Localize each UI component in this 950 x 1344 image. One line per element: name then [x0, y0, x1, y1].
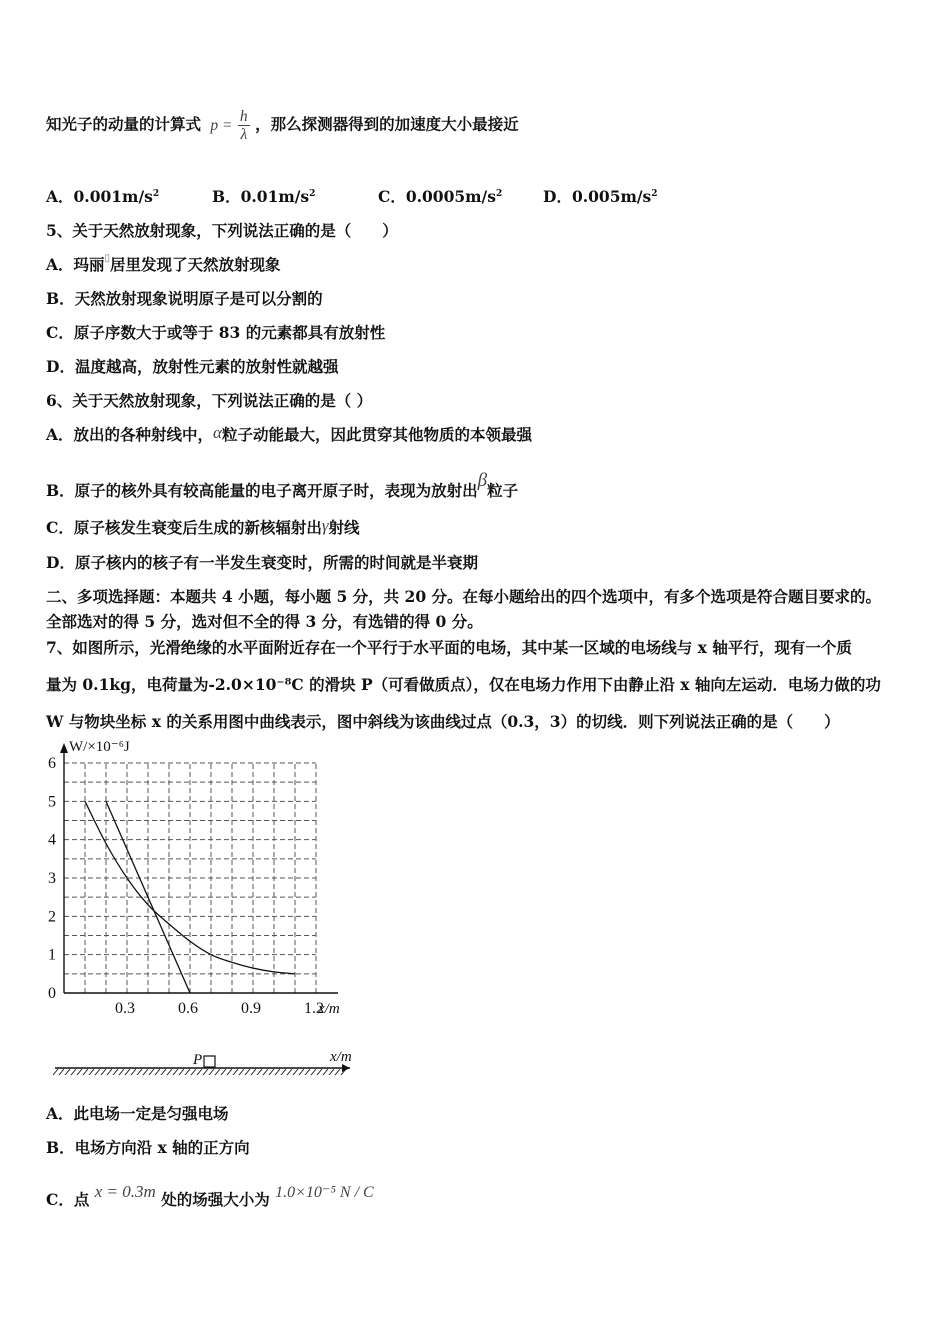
- hatch-line: [89, 1069, 94, 1075]
- hatch-line: [137, 1069, 142, 1075]
- q4-option-b: B．$0.01m/s^2$: [212, 187, 316, 206]
- q7-line1: 7、如图所示，光滑绝缘的水平面附近存在一个平行于水平面的电场，其中某一区域的电场线与 x 轴平行，现有一个质: [46, 638, 852, 657]
- q6-stem: 6、关于天然放射现象，下列说法正确的是（ ）: [46, 391, 373, 410]
- q4-formula-fraction: [238, 108, 250, 143]
- y-tick-label: 1: [48, 946, 56, 964]
- q4-option-c: C．$0.0005m/s^2$: [378, 187, 503, 206]
- hatch-line: [299, 1069, 304, 1075]
- q5-option-d: D．温度越高，放射性元素的放射性就越强: [46, 357, 339, 376]
- hatch-line: [53, 1069, 58, 1075]
- hatch-line: [203, 1069, 208, 1075]
- q6-option-c: C．原子核发生衰变后生成的新核辐射出γ射线: [46, 516, 360, 537]
- hatch-line: [101, 1069, 106, 1075]
- hatch-line: [221, 1069, 226, 1075]
- q7-c-position: x = 0.3m: [94, 1182, 156, 1201]
- hatch-line: [167, 1069, 172, 1075]
- hatch-line: [83, 1069, 88, 1075]
- q7-option-a: A．此电场一定是匀强电场: [46, 1104, 229, 1123]
- hatch-line: [77, 1069, 82, 1075]
- q6-option-d: D．原子核内的核子有一半发生衰变时，所需的时间就是半衰期: [46, 553, 478, 572]
- hatch-line: [155, 1069, 160, 1075]
- hatch-line: [149, 1069, 154, 1075]
- y-axis-arrow-icon: [60, 743, 68, 753]
- hatch-line: [275, 1069, 280, 1075]
- hatch-line: [173, 1069, 178, 1075]
- q7-option-b: B．电场方向沿 x 轴的正方向: [46, 1138, 250, 1157]
- hatch-line: [65, 1069, 70, 1075]
- hatch-line: [227, 1069, 232, 1075]
- hatch-line: [311, 1069, 316, 1075]
- hatch-line: [257, 1069, 262, 1075]
- y-tick-label: 0: [48, 985, 56, 1002]
- hatch-line: [131, 1069, 136, 1075]
- slider-p-label: P: [193, 1052, 203, 1068]
- hatch-line: [179, 1069, 184, 1075]
- chart-grid: [64, 763, 316, 993]
- q4-formula-den: λ: [240, 126, 248, 144]
- q7-c-field: 1.0×10⁻⁵ N / C: [275, 1184, 374, 1201]
- hatch-line: [185, 1069, 190, 1075]
- w-x-chart: [40, 735, 380, 1025]
- q4-stem-before: 知光子的动量的计算式: [46, 114, 202, 134]
- hatch-line: [263, 1069, 268, 1075]
- hatch-line: [293, 1069, 298, 1075]
- hatch-line: [317, 1069, 322, 1075]
- hatch-line: [119, 1069, 124, 1075]
- alpha-symbol: α: [213, 423, 222, 442]
- hatch-line: [59, 1069, 64, 1075]
- q7-line2: 量为 0.1kg，电荷量为-2.0×10⁻⁸C 的滑块 P（可看做质点），仅在电场力作用下由静止沿 x 轴向左运动．电场力做的功: [46, 675, 881, 694]
- hatch-line: [191, 1069, 196, 1075]
- section2-line1: 二、多项选择题：本题共 4 小题，每小题 5 分，共 20 分。在每小题给出的四个选项中，有多个选项是符合题目要求的。: [46, 587, 882, 606]
- hatch-line: [305, 1069, 310, 1075]
- q7-option-c: C．点 x = 0.3m 处的场强大小为 1.0×10⁻⁵ N / C: [46, 1182, 374, 1209]
- q4-option-a: A．$0.001m/s^2$: [46, 187, 160, 206]
- q5-stem: 5、关于天然放射现象，下列说法正确的是（ ）: [46, 221, 398, 240]
- x-tick-label: 0.3: [115, 1000, 135, 1017]
- q6-option-a: A．放出的各种射线中，α粒子动能最大，因此贯穿其他物质的本领最强: [46, 423, 532, 444]
- x-tick-label: 0.6: [178, 1000, 198, 1017]
- q4-option-d: D．$0.005m/s^2$: [543, 187, 658, 206]
- q5-option-b: B．天然放射现象说明原子是可以分割的: [46, 289, 323, 308]
- hatch-line: [323, 1069, 328, 1075]
- hatch-line: [197, 1069, 202, 1075]
- hatch-line: [215, 1069, 220, 1075]
- hatch-line: [161, 1069, 166, 1075]
- q4-stem: [46, 108, 519, 143]
- x-tick-label: 1.2: [304, 1000, 324, 1017]
- hatch-line: [335, 1069, 340, 1075]
- y-tick-label: 3: [48, 870, 56, 887]
- ground-axis-label: x/m: [330, 1049, 352, 1065]
- y-tick-label: 4: [48, 831, 56, 849]
- hatch-line: [113, 1069, 118, 1075]
- y-tick-label: 2: [48, 908, 56, 926]
- beta-symbol: β: [477, 470, 488, 491]
- hatch-line: [71, 1069, 76, 1075]
- q6-option-b: B．原子的核外具有较高能量的电子离开原子时，表现为放射出β粒子: [46, 470, 519, 500]
- q5-option-a: A．玛丽▯居里发现了天然放射现象: [46, 253, 281, 274]
- gamma-symbol: γ: [321, 516, 329, 535]
- hatch-line: [209, 1069, 214, 1075]
- hatch-line: [239, 1069, 244, 1075]
- hatch-line: [95, 1069, 100, 1075]
- hatch-line: [251, 1069, 256, 1075]
- q7-line3: W 与物块坐标 x 的关系用图中曲线表示，图中斜线为该曲线过点（0.3，3）的切线．则下列说法正确的是（ ）: [46, 712, 840, 731]
- hatch-line: [281, 1069, 286, 1075]
- ground-diagram: [50, 1040, 370, 1080]
- y-tick-label: 6: [48, 755, 56, 772]
- x-axis-label: x/m: [318, 1001, 340, 1017]
- hatch-line: [143, 1069, 148, 1075]
- slider-block: [204, 1056, 215, 1067]
- hatch-line: [233, 1069, 238, 1075]
- section2-line2: 全部选对的得 5 分，选对但不全的得 3 分，有选错的得 0 分。: [46, 612, 483, 631]
- hatch-line: [329, 1069, 334, 1075]
- hatch-line: [245, 1069, 250, 1075]
- q4-formula-num: h: [239, 108, 248, 125]
- hatch-line: [107, 1069, 112, 1075]
- y-axis-label: W/×10⁻⁶J: [69, 739, 130, 755]
- q5-option-c: C．原子序数大于或等于 83 的元素都具有放射性: [46, 323, 386, 342]
- q4-formula-lhs: p =: [210, 116, 233, 134]
- hatch-line: [287, 1069, 292, 1075]
- y-tick-label: 5: [48, 793, 56, 811]
- hatch-line: [125, 1069, 130, 1075]
- x-tick-label: 0.9: [241, 1000, 261, 1017]
- chart-ticks: [48, 755, 324, 1017]
- ground-hatch: [53, 1069, 346, 1075]
- q4-stem-after: ，那么探测器得到的加速度大小最接近: [255, 114, 519, 134]
- hatch-line: [269, 1069, 274, 1075]
- ground-arrow-icon: [342, 1064, 350, 1072]
